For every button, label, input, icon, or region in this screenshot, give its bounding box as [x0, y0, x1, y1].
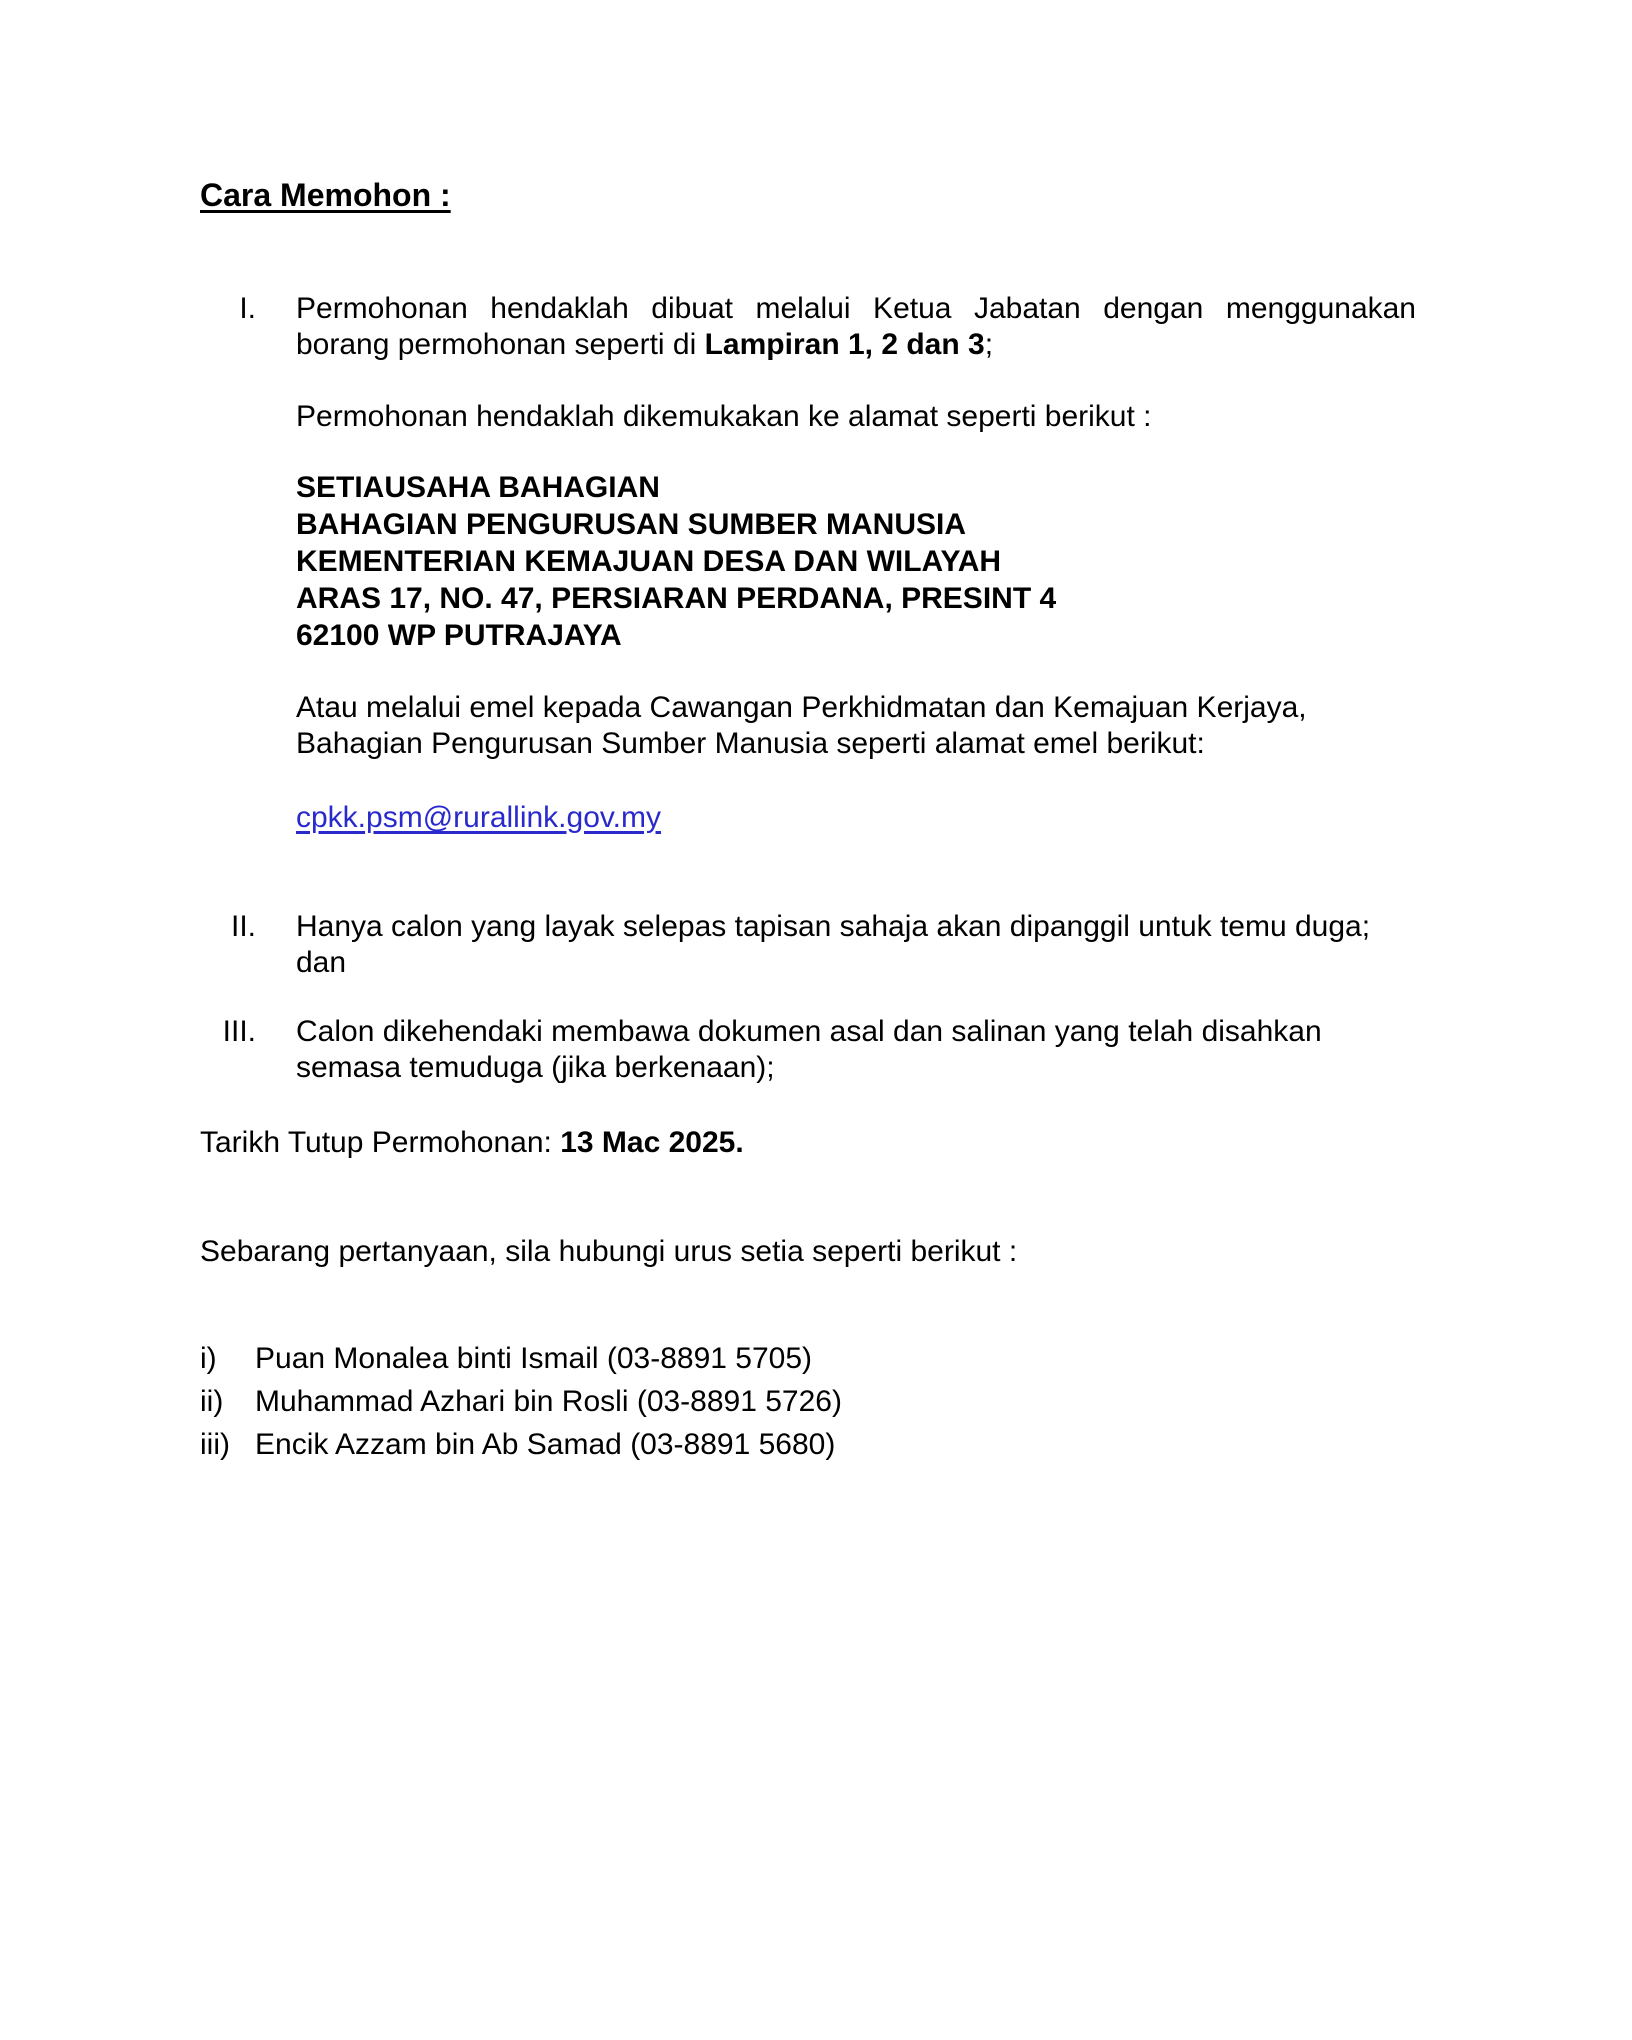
- address-line: 62100 WP PUTRAJAYA: [296, 619, 622, 652]
- address-line: SETIAUSAHA BAHAGIAN: [296, 471, 660, 504]
- list-item-2-content: [296, 909, 1416, 981]
- list-item-1-para1-line1: Permohonan hendaklah dibuat melalui Ketua Jabatan dengan menggunakan: [296, 292, 1416, 325]
- address-line: ARAS 17, NO. 47, PERSIARAN PERDANA, PRESINT 4: [296, 582, 1057, 615]
- list-item-2-line2: dan: [296, 946, 347, 979]
- contact-text: Encik Azzam bin Ab Samad (03-8891 5680): [255, 1428, 836, 1461]
- list-item-1-para1-line2: [296, 327, 1416, 363]
- page-title: Cara Memohon :: [200, 177, 451, 213]
- para1-line2-suffix: ;: [984, 328, 994, 361]
- list-item-3-content: [296, 1014, 1416, 1086]
- list-item-3-line1: Calon dikehendaki membawa dokumen asal dan salinan yang telah disahkan: [296, 1015, 1322, 1048]
- address-intro: Permohonan hendaklah dikemukakan ke alamat seperti berikut :: [296, 400, 1152, 433]
- contact-list: [200, 1337, 1416, 1466]
- list-item-1-marker: I.: [239, 292, 256, 325]
- enquiry-intro: Sebarang pertanyaan, sila hubungi urus setia seperti berikut :: [200, 1235, 1018, 1268]
- closing-date-label: Tarikh Tutup Permohonan:: [200, 1126, 561, 1159]
- contact-marker: i): [200, 1342, 217, 1375]
- closing-date-value: 13 Mac 2025.: [560, 1126, 744, 1159]
- address-line: KEMENTERIAN KEMAJUAN DESA DAN WILAYAH: [296, 545, 1002, 578]
- email-link[interactable]: cpkk.psm@rurallink.gov.my: [296, 801, 661, 834]
- email-intro-line2: Bahagian Pengurusan Sumber Manusia seperti alamat emel berikut:: [296, 727, 1205, 760]
- email-intro-line1: Atau melalui emel kepada Cawangan Perkhidmatan dan Kemajuan Kerjaya,: [296, 691, 1307, 724]
- address-block: [296, 469, 1416, 654]
- closing-date-line: [200, 1125, 1416, 1161]
- email-intro-paragraph: [296, 690, 1416, 762]
- email-link-row: [296, 800, 1416, 836]
- list-item-1: [200, 291, 1416, 363]
- list-item-3-marker: III.: [222, 1015, 256, 1048]
- para1-line2-text: borang permohonan seperti di: [296, 328, 705, 361]
- contact-row: [200, 1337, 1416, 1380]
- list-item-2-line1: Hanya calon yang layak selepas tapisan sahaja akan dipanggil untuk temu duga;: [296, 910, 1371, 943]
- contact-marker: ii): [200, 1385, 224, 1418]
- contact-row: [200, 1423, 1416, 1466]
- para1-line2-bold: Lampiran 1, 2 dan 3: [704, 328, 985, 361]
- address-line: BAHAGIAN PENGURUSAN SUMBER MANUSIA: [296, 508, 967, 541]
- list-item-2-marker: II.: [230, 910, 256, 943]
- list-item-1-content: [296, 291, 1416, 363]
- list-item-3: [200, 1014, 1416, 1086]
- contact-row: [200, 1380, 1416, 1423]
- contact-text: Puan Monalea binti Ismail (03-8891 5705): [255, 1342, 813, 1375]
- list-item-3-line2: semasa temuduga (jika berkenaan);: [296, 1051, 775, 1084]
- contact-marker: iii): [200, 1428, 230, 1461]
- list-item-2: [200, 909, 1416, 981]
- contact-text: Muhammad Azhari bin Rosli (03-8891 5726): [255, 1385, 842, 1418]
